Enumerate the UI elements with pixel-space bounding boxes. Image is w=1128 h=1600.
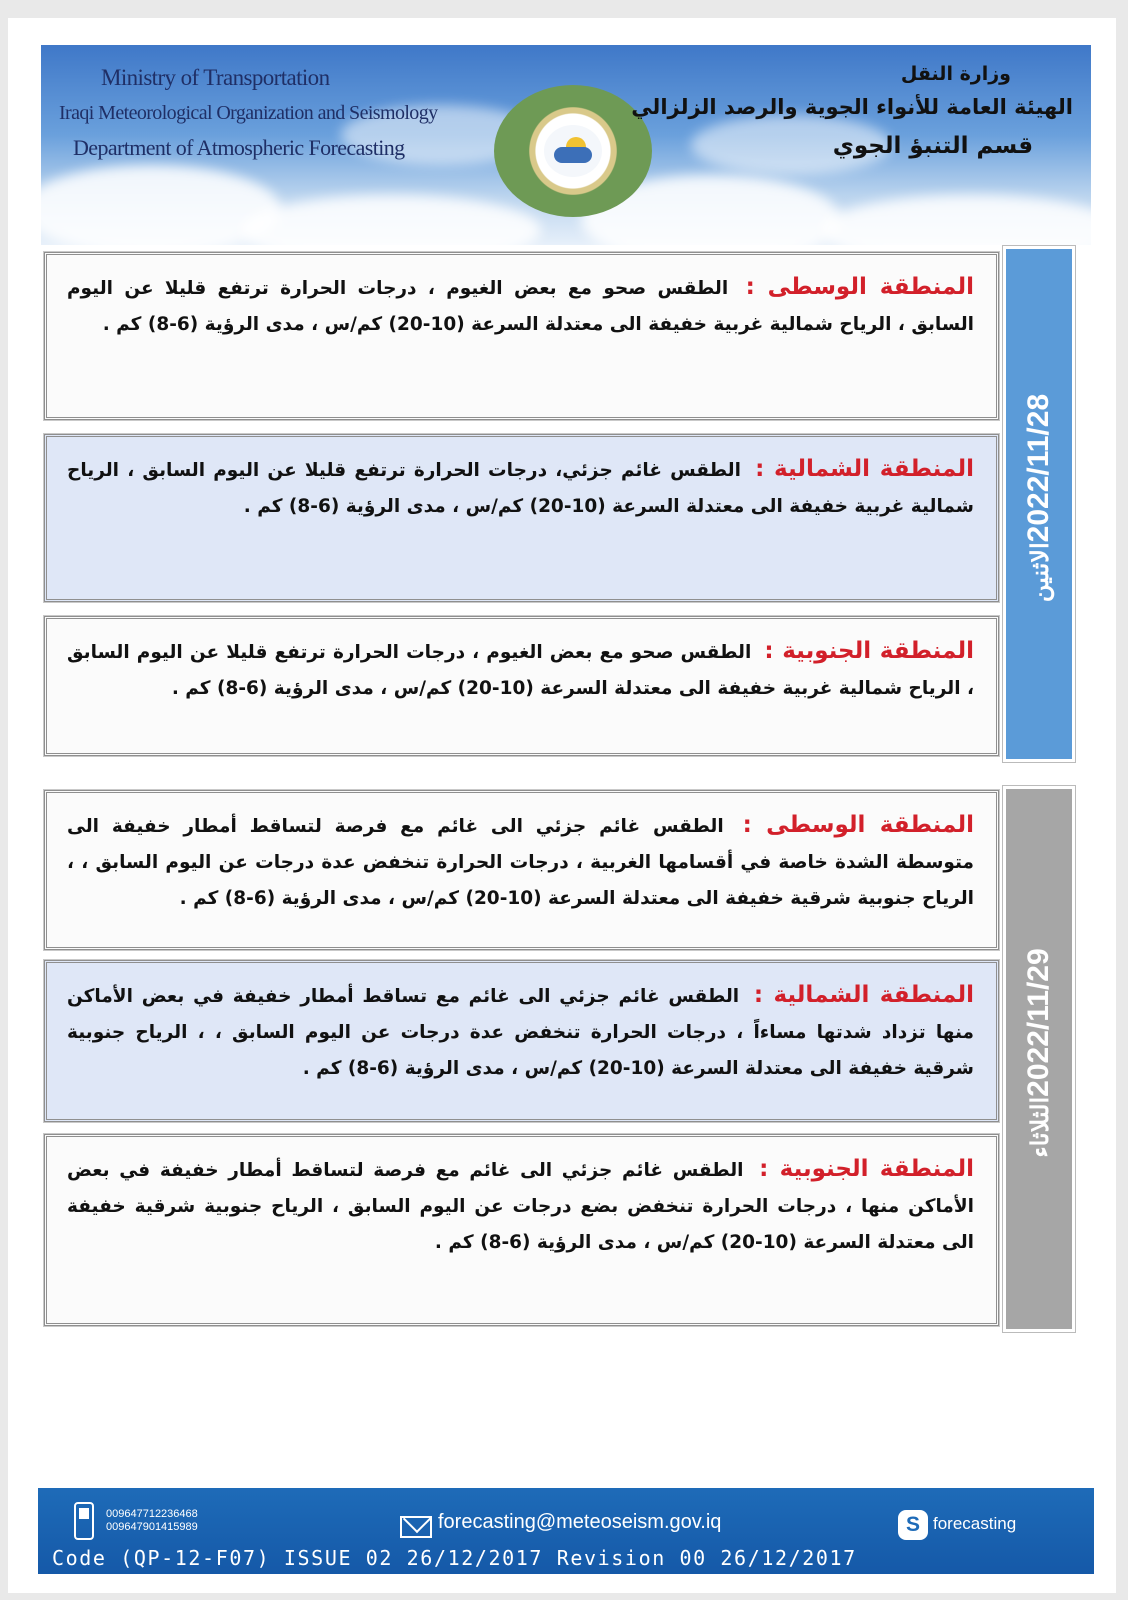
footer-bar (38, 1488, 1094, 1574)
forecast-box-central-day1 (44, 252, 999, 420)
department-name-ar: قسم التنبؤ الجوي (832, 133, 1033, 159)
forecast-box-north-day1 (44, 434, 999, 602)
cloud-icon (554, 147, 592, 163)
forecast-date-day1 (1022, 394, 1056, 614)
header-banner (41, 45, 1091, 245)
forecast-text (67, 977, 974, 1087)
region-forecast: الطقس غائم جزئي الى غائم مع فرصة لتساقط أمطار خفيفة الى متوسطة الشدة خاصة في أقسامها الغربية ، درجات الحرارة تنخفض عدة درجات عن اليوم السابق ، ، الرياح جنوبية شرقية خفيفة الى معتدلة السرعة (10-20) كم/س ، مدى الرؤية (6-8) كم . (67, 816, 974, 909)
skype-handle[interactable]: forecasting (933, 1514, 1017, 1533)
weekday-label: الاثنين (1027, 542, 1054, 603)
organization-name-ar: الهيئة العامة للأنواء الجوية والرصد الزلزالي (631, 95, 1073, 119)
region-forecast: الطقس غائم جزئي، درجات الحرارة ترتفع قليلا عن اليوم السابق ، الرياح شمالية غربية خفيفة الى معتدلة السرعة (10-20) كم/س ، مدى الرؤية (6-8) كم . (67, 460, 974, 517)
forecast-text (67, 269, 974, 343)
bulletin-page (8, 18, 1116, 1593)
date-bar-day2 (1003, 786, 1075, 1332)
region-name: المنطقة الشمالية : (753, 982, 974, 1008)
cloud-decoration (241, 195, 541, 245)
weekday-label: الثلاثاء (1027, 1096, 1054, 1158)
region-forecast: الطقس صحو مع بعض الغيوم ، درجات الحرارة ترتفع قليلا عن اليوم السابق ، الرياح شمالية غربية خفيفة الى معتدلة السرعة (10-20) كم/س ، مدى الرؤية (6-8) كم . (67, 278, 974, 335)
email-link[interactable]: forecasting@meteoseism.gov.iq (438, 1511, 722, 1533)
department-name-en: Department of Atmospheric Forecasting (73, 135, 405, 160)
phone-number-2[interactable]: 009647901415989 (106, 1521, 198, 1533)
date-label: 2022/11/29 (1022, 948, 1055, 1097)
region-name: المنطقة الوسطى : (745, 274, 974, 300)
region-name: المنطقة الوسطى : (742, 812, 975, 838)
logo-emblem-icon (544, 125, 602, 177)
forecast-box-north-day2 (44, 960, 999, 1122)
forecast-text (67, 807, 974, 917)
ministry-name-ar: وزارة النقل (900, 63, 1011, 85)
forecast-text (67, 1151, 974, 1261)
organization-name-en: Iraqi Meteorological Organization and Seismology (59, 102, 438, 124)
organization-logo (494, 85, 652, 217)
forecast-date-day2 (1022, 948, 1056, 1169)
mail-icon (400, 1516, 432, 1538)
phone-numbers (106, 1508, 198, 1534)
phone-number-1[interactable]: 009647712236468 (106, 1508, 198, 1520)
document-code: Code (QP-12-F07) ISSUE 02 26/12/2017 Revision 00 26/12/2017 (52, 1546, 857, 1570)
region-name: المنطقة الجنوبية : (759, 1156, 974, 1182)
cloud-decoration (821, 195, 1091, 245)
region-name: المنطقة الشمالية : (755, 456, 974, 482)
forecast-text (67, 633, 974, 707)
forecast-text (67, 451, 974, 525)
forecast-box-south-day2 (44, 1134, 999, 1326)
region-forecast: الطقس صحو مع بعض الغيوم ، درجات الحرارة ترتفع قليلا عن اليوم السابق ، الرياح شمالية غربية خفيفة الى معتدلة السرعة (10-20) كم/س ، مدى الرؤية (6-8) كم . (67, 642, 974, 699)
forecast-box-central-day2 (44, 790, 999, 950)
region-forecast: الطقس غائم جزئي الى غائم مع تساقط أمطار خفيفة في بعض الأماكن منها تزداد شدتها مساءاً ، درجات الحرارة تنخفض عدة درجات عن اليوم السابق ، ، الرياح جنوبية شرقية خفيفة الى معتدلة السرعة (10-20) كم/س ، مدى الرؤية (6-8) كم . (67, 986, 974, 1079)
phone-icon (74, 1502, 94, 1540)
forecast-box-south-day1 (44, 616, 999, 756)
ministry-name-en: Ministry of Transportation (101, 65, 330, 90)
region-name: المنطقة الجنوبية : (764, 638, 974, 664)
skype-icon: S (898, 1510, 928, 1540)
date-bar-day1 (1003, 246, 1075, 762)
date-label: 2022/11/28 (1022, 393, 1055, 543)
region-forecast: الطقس غائم جزئي الى غائم مع فرصة لتساقط أمطار خفيفة في بعض الأماكن منها ، درجات الحرارة تنخفض بضع درجات عن اليوم السابق ، الرياح جنوبية شرقية خفيفة الى معتدلة السرعة (10-20) كم/س ، مدى الرؤية (6-8) كم . (67, 1160, 974, 1253)
